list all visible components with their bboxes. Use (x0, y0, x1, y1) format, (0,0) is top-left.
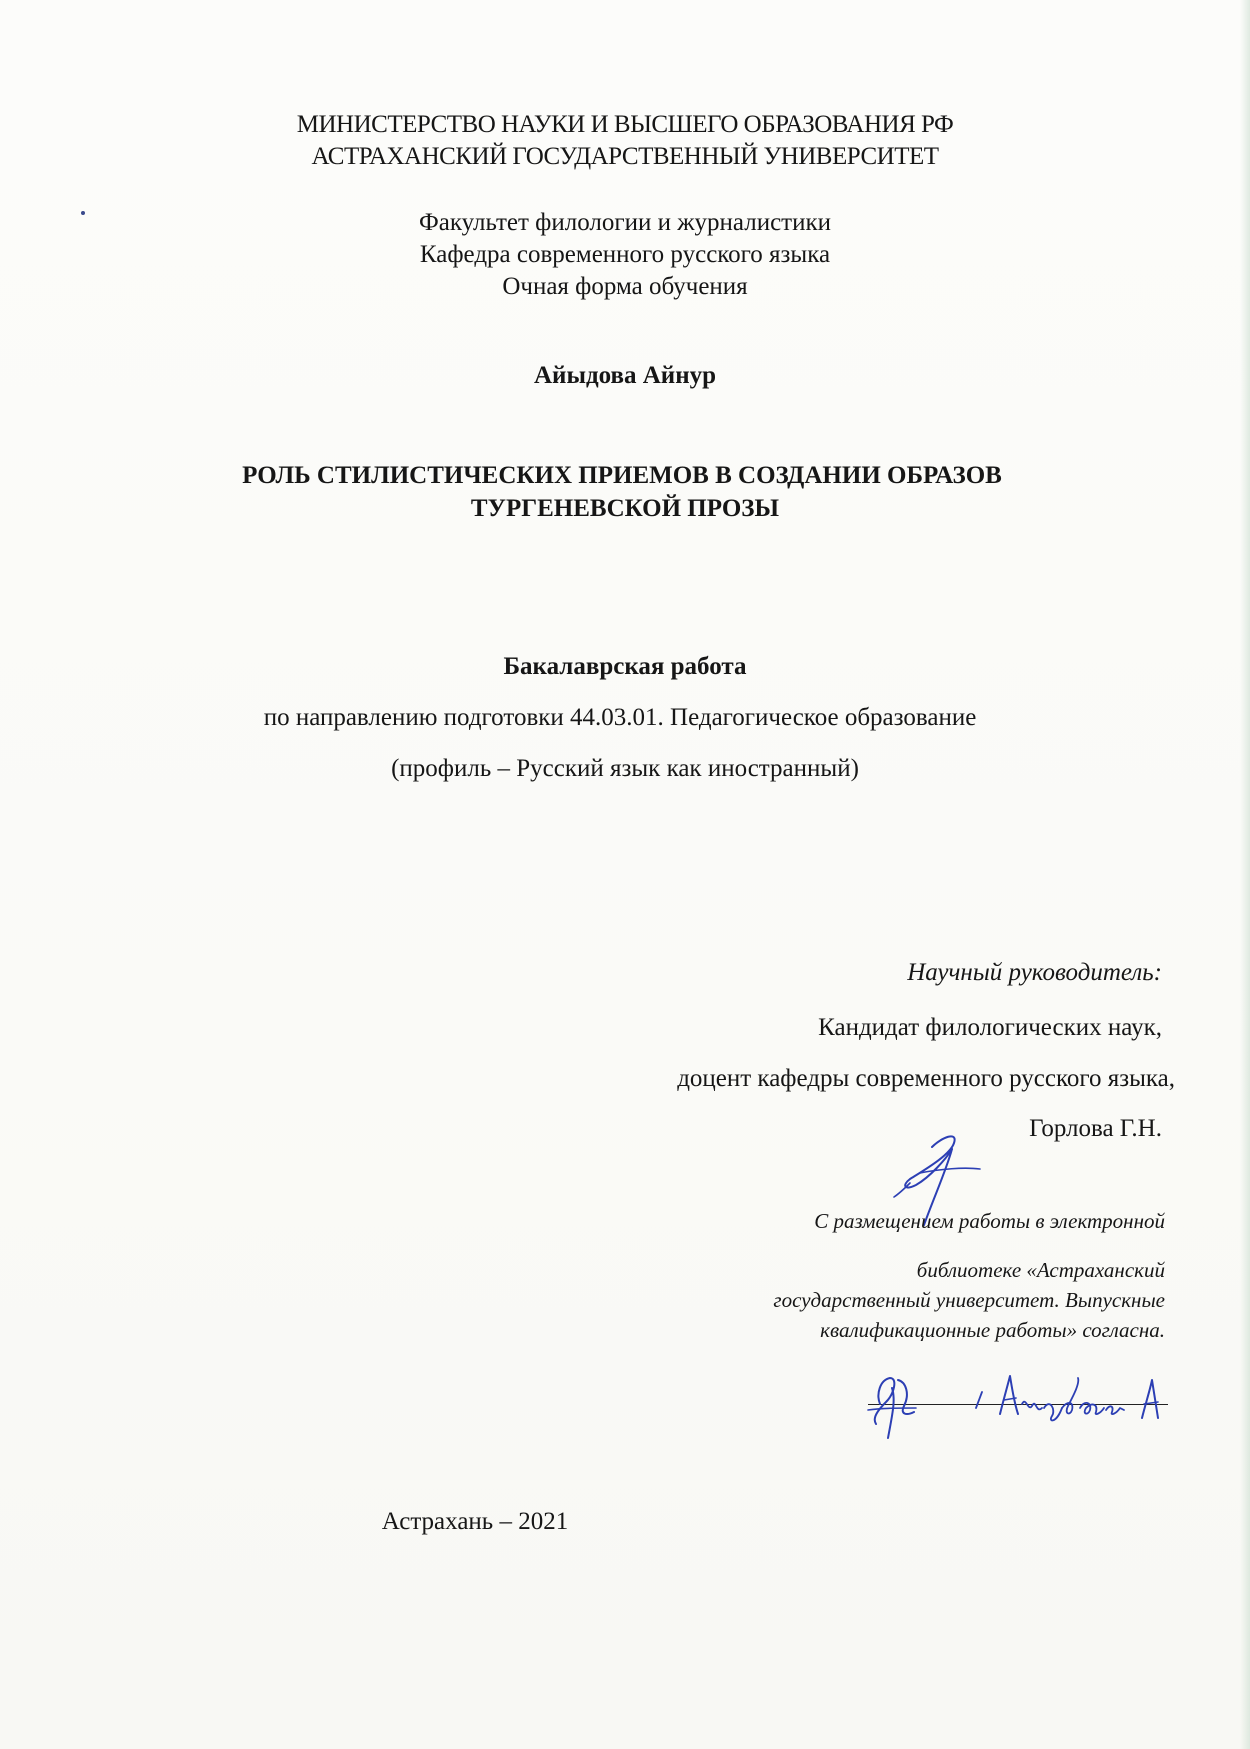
department-name: Кафедра современного русского языка (419, 241, 831, 268)
author-name: Айыдова Айнур (533, 362, 717, 389)
university-heading: АСТРАХАНСКИЙ ГОСУДАРСТВЕННЫЙ УНИВЕРСИТЕТ (311, 143, 939, 170)
work-type: Бакалаврская работа (503, 653, 747, 680)
study-direction: по направлению подготовки 44.03.01. Педагогическое образование (263, 704, 977, 731)
supervisor-label: Научный руководитель: (907, 959, 1162, 986)
consent-line-1: С размещением работы в электронной (814, 1209, 1165, 1233)
thesis-title-line-2: ТУРГЕНЕВСКОЙ ПРОЗЫ (470, 495, 780, 522)
city-year: Астрахань – 2021 (381, 1508, 569, 1535)
consent-line-4: квалификационные работы» согласна. (820, 1318, 1165, 1342)
faculty-name: Факультет филологии и журналистики (419, 209, 831, 236)
study-profile: (профиль – Русский язык как иностранный) (391, 755, 859, 782)
supervisor-degree: Кандидат филологических наук, (818, 1014, 1162, 1041)
ministry-heading: МИНИСТЕРСТВО НАУКИ И ВЫСШЕГО ОБРАЗОВАНИЯ РФ (296, 111, 954, 138)
thesis-title-line-1: РОЛЬ СТИЛИСТИЧЕСКИХ ПРИЕМОВ В СОЗДАНИИ ОБРАЗОВ (242, 462, 1002, 489)
consent-line-3: государственный университет. Выпускные (773, 1288, 1165, 1312)
supervisor-position: доцент кафедры современного русского языка, (677, 1065, 1175, 1092)
supervisor-name: Горлова Г.Н. (1029, 1115, 1162, 1142)
student-signature (858, 1364, 1178, 1444)
study-form: Очная форма обучения (502, 273, 748, 300)
consent-line-2: библиотеке «Астраханский (916, 1258, 1165, 1282)
